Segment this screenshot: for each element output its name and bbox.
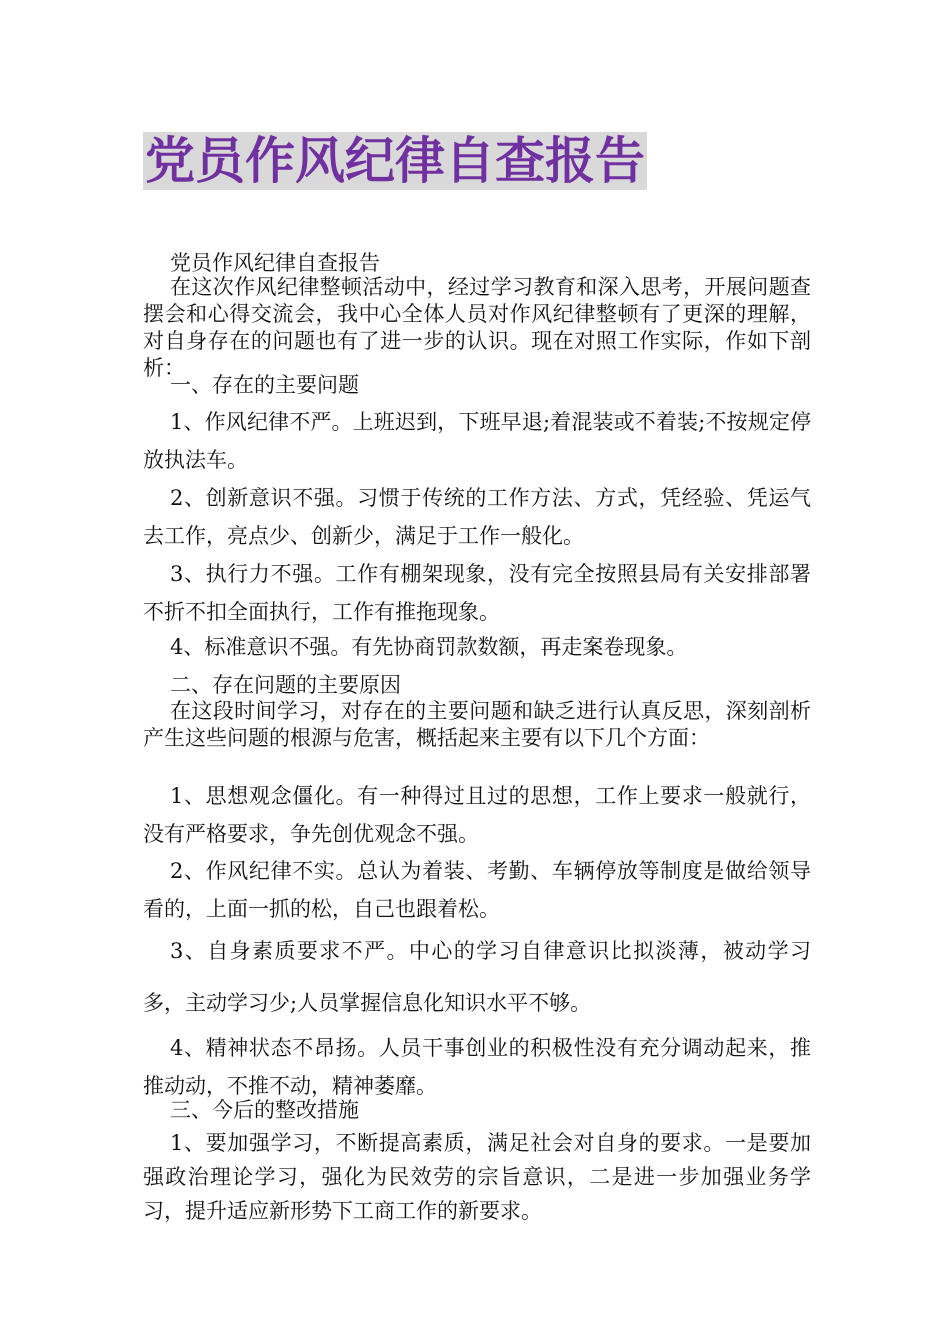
section-1-item-3: 3、执行力不强。工作有棚架现象，没有完全按照县局有关安排部署不折不扣全面执行，工作有推拖现象。 [143,562,811,624]
section-1-item-1: 1、作风纪律不严。上班迟到，下班早退;着混装或不着装;不按规定停放执法车。 [143,410,811,472]
intro-paragraph: 在这次作风纪律整顿活动中，经过学习教育和深入思考，开展问题查摆会和心得交流会，我中心全体人员对作风纪律整顿有了更深的理解，对自身存在的问题也有了进一步的认识。现在对照工作实际，作如下剖析： [143,275,811,380]
section-2-item-1: 1、思想观念僵化。有一种得过且过的思想，工作上要求一般就行，没有严格要求，争先创优观念不强。 [143,784,811,846]
document-title: 党员作风纪律自查报告 [145,132,645,190]
section-1-heading: 一、存在的主要问题 [170,373,359,397]
section-2-item-4: 4、精神状态不昂扬。人员干事创业的积极性没有充分调动起来，推推动动，不推不动，精神萎靡。 [143,1036,811,1098]
section-3-heading: 三、今后的整改措施 [170,1098,359,1122]
section-2-item-2: 2、作风纪律不实。总认为着装、考勤、车辆停放等制度是做给领导看的，上面一抓的松，自己也跟着松。 [143,859,811,921]
section-2-heading: 二、存在问题的主要原因 [170,673,401,697]
subtitle: 党员作风纪律自查报告 [170,251,380,275]
section-2-item-3: 3、自身素质要求不严。中心的学习自律意识比拟淡薄，被动学习多，主动学习少;人员掌握信息化知识水平不够。 [143,939,811,1015]
section-1-item-4: 4、标准意识不强。有先协商罚款数额，再走案卷现象。 [170,635,688,659]
section-2-intro: 在这段时间学习，对存在的主要问题和缺乏进行认真反思，深刻剖析产生这些问题的根源与危害，概括起来主要有以下几个方面： [143,699,811,750]
section-1-item-2: 2、创新意识不强。习惯于传统的工作方法、方式，凭经验、凭运气去工作，亮点少、创新少，满足于工作一般化。 [143,486,811,548]
section-3-item-1: 1、要加强学习，不断提高素质，满足社会对自身的要求。一是要加强政治理论学习，强化为民效劳的宗旨意识，二是进一步加强业务学习，提升适应新形势下工商工作的新要求。 [143,1131,811,1223]
